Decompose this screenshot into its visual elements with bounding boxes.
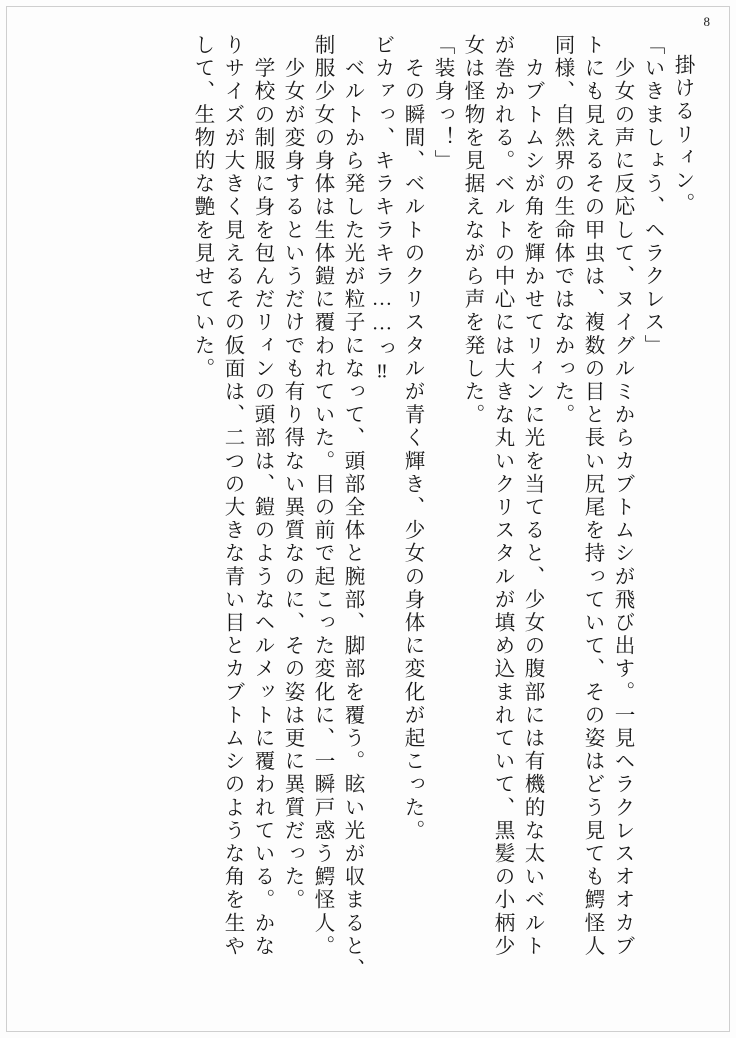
vertical-text-block [58, 34, 692, 1014]
page-number: 8 [703, 14, 710, 29]
text-column: 同様、自然界の生命体ではなかった。 [551, 34, 573, 427]
text-column: 少女の声に反応して、ヌイグルミからカブトムシが飛び出す。一見ヘラクレスオオカブ [611, 34, 633, 958]
text-column: 「装身っ！」 [431, 34, 453, 173]
text-column: 制服少女の身体は生体鎧に覆われていた。目の前で起こった変化に、一瞬戸惑う鰐怪人。 [311, 34, 333, 958]
text-column: ベルトから発した光が粒子になって、頭部全体と腕部、脚部を覆う。眩い光が収まると、 [341, 34, 363, 982]
text-column: カブトムシが角を輝かせてリィンに光を当てると、少女の腹部には有機的な太いベルト [521, 34, 543, 958]
text-column: トにも見えるその甲虫は、複数の目と長い尻尾を持っていて、その姿はどう見ても鰐怪人 [581, 34, 603, 958]
text-column: 学校の制服に身を包んだリィンの頭部は、鎧のようなヘルメットに覆われている。かな [251, 34, 273, 958]
text-column: が巻かれる。ベルトの中心には大きな丸いクリスタルが填め込まれていて、黒髪の小柄少 [491, 34, 513, 958]
text-column: 「いきましょう、ヘラクレス」 [641, 34, 663, 358]
text-column: 少女が変身するというだけでも有り得ない異質なのに、その姿は更に異質だった。 [281, 34, 303, 912]
text-column: ビカァっ、キラキラキラ……っ‼ [371, 34, 393, 385]
text-column: その瞬間、ベルトのクリスタルが青く輝き、少女の身体に変化が起こった。 [401, 34, 423, 843]
text-column: して、生物的な艶を見せていた。 [191, 34, 213, 381]
text-column: りサイズが大きく見えるその仮面は、二つの大きな青い目とカブトムシのような角を生や [221, 34, 243, 958]
text-column: 掛けるリィン。 [671, 54, 693, 216]
text-column: 女は怪物を見据えながら声を発した。 [461, 34, 483, 427]
